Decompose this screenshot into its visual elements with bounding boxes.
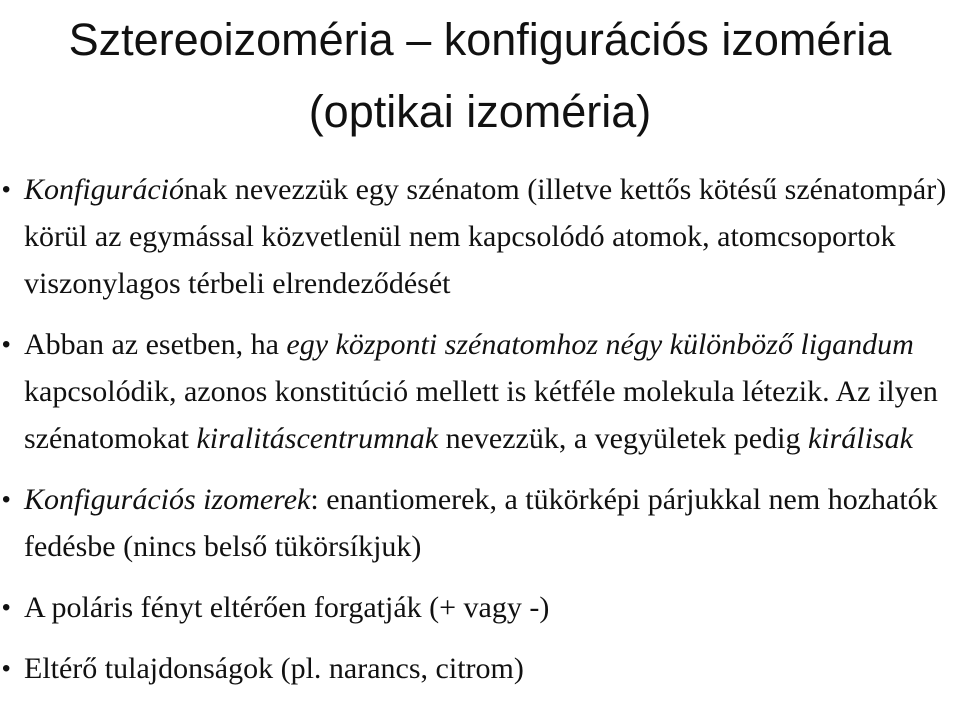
text-span: : enantiomerek, a tükörképi párjukkal nem hozhatók fedésbe (nincs belső tükörsíkjuk) [24, 483, 938, 563]
bullet-configurational-isomers [0, 476, 960, 570]
bullet-list [0, 166, 960, 706]
text-span: Konfiguráció [24, 173, 185, 206]
text-span: egy központi szénatomhoz négy különböző ligandum [286, 328, 914, 361]
slide-title: Sztereoizoméria – konfigurációs izoméria (optikai izoméria) [68, 14, 892, 137]
bullet-different-properties [0, 645, 960, 692]
bullet-polarized-light [0, 584, 960, 631]
text-span: királisak [807, 422, 913, 455]
text-span: A poláris fényt eltérően forgatják (+ vagy -) [24, 591, 550, 624]
text-span: Abban az esetben, ha [24, 328, 287, 361]
bullet-configuration-definition [0, 166, 960, 307]
text-span: Eltérő tulajdonságok (pl. narancs, citrom) [24, 652, 524, 685]
bullet-chirality-centre [0, 321, 960, 462]
text-span: kapcsolódik, azonos konstitúció mellett is kétféle molekula létezik. Az ilyen szénatomokat [24, 375, 938, 455]
text-span: Konfigurációs izomerek [24, 483, 311, 516]
text-span: kiralitáscentrumnak [196, 422, 439, 455]
text-span: nevezzük, a vegyületek pedig [438, 422, 808, 455]
text-span: nak nevezzük egy szénatom (illetve kettős kötésű szénatompár) körül az egymással közvetlenül nem kapcsolódó atomok, atomcsoportok viszonylagos térbeli elrendeződését [24, 173, 947, 300]
